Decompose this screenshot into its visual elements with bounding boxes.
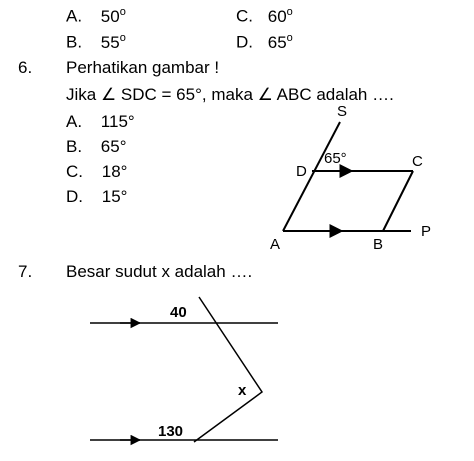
- q6-option-b-value: 65°: [100, 137, 127, 156]
- q6-label-b: B: [373, 236, 384, 253]
- q7-bent-line: [194, 297, 262, 442]
- q7-question: Besar sudut x adalah ….: [66, 262, 253, 281]
- q5-option-a-value: 50: [100, 6, 120, 26]
- q6-number: 6.: [18, 58, 33, 77]
- q6-question: Jika ∠ SDC = 65°, maka ∠ ABC adalah ….: [66, 85, 394, 104]
- q5-option-c-unit: o: [286, 6, 293, 18]
- q5-option-c-letter: C.: [236, 6, 253, 26]
- q5-option-b-letter: B.: [66, 32, 83, 52]
- q6-option-d-value: 15°: [101, 187, 128, 206]
- q7-label-40: 40: [170, 304, 187, 321]
- q6-label-a: A: [270, 236, 281, 253]
- q5-option-d-letter: D.: [236, 32, 253, 52]
- q7-label-x: x: [238, 382, 247, 399]
- q6-option-d-letter: D.: [66, 187, 83, 206]
- q6-option-c-value: 18°: [101, 162, 128, 181]
- q6-option-c-letter: C.: [66, 162, 83, 181]
- q5-option-b-unit: o: [119, 32, 126, 44]
- q7-label-130: 130: [158, 423, 184, 440]
- q6-label-angle: 65°: [324, 150, 347, 167]
- q6-option-a-letter: A.: [66, 112, 83, 131]
- q7-number: 7.: [18, 262, 33, 281]
- q6-line-cb: [383, 171, 413, 231]
- q5-option-a-letter: A.: [66, 6, 83, 26]
- q5-option-d-unit: o: [286, 32, 293, 44]
- q5-option-b-value: 55: [100, 32, 120, 52]
- q5-option-d-value: 65: [267, 32, 287, 52]
- q6-instruction: Perhatikan gambar !: [66, 58, 220, 77]
- q6-label-c: C: [412, 153, 423, 170]
- q6-label-p: P: [421, 223, 432, 240]
- q6-line-as: [283, 122, 340, 231]
- q5-option-a-unit: o: [119, 6, 126, 18]
- q6-option-a-value: 115°: [100, 112, 135, 131]
- q5-option-c-value: 60: [267, 6, 287, 26]
- q6-option-b-letter: B.: [66, 137, 83, 156]
- q6-label-d: D: [296, 163, 307, 180]
- q6-label-s: S: [337, 103, 348, 120]
